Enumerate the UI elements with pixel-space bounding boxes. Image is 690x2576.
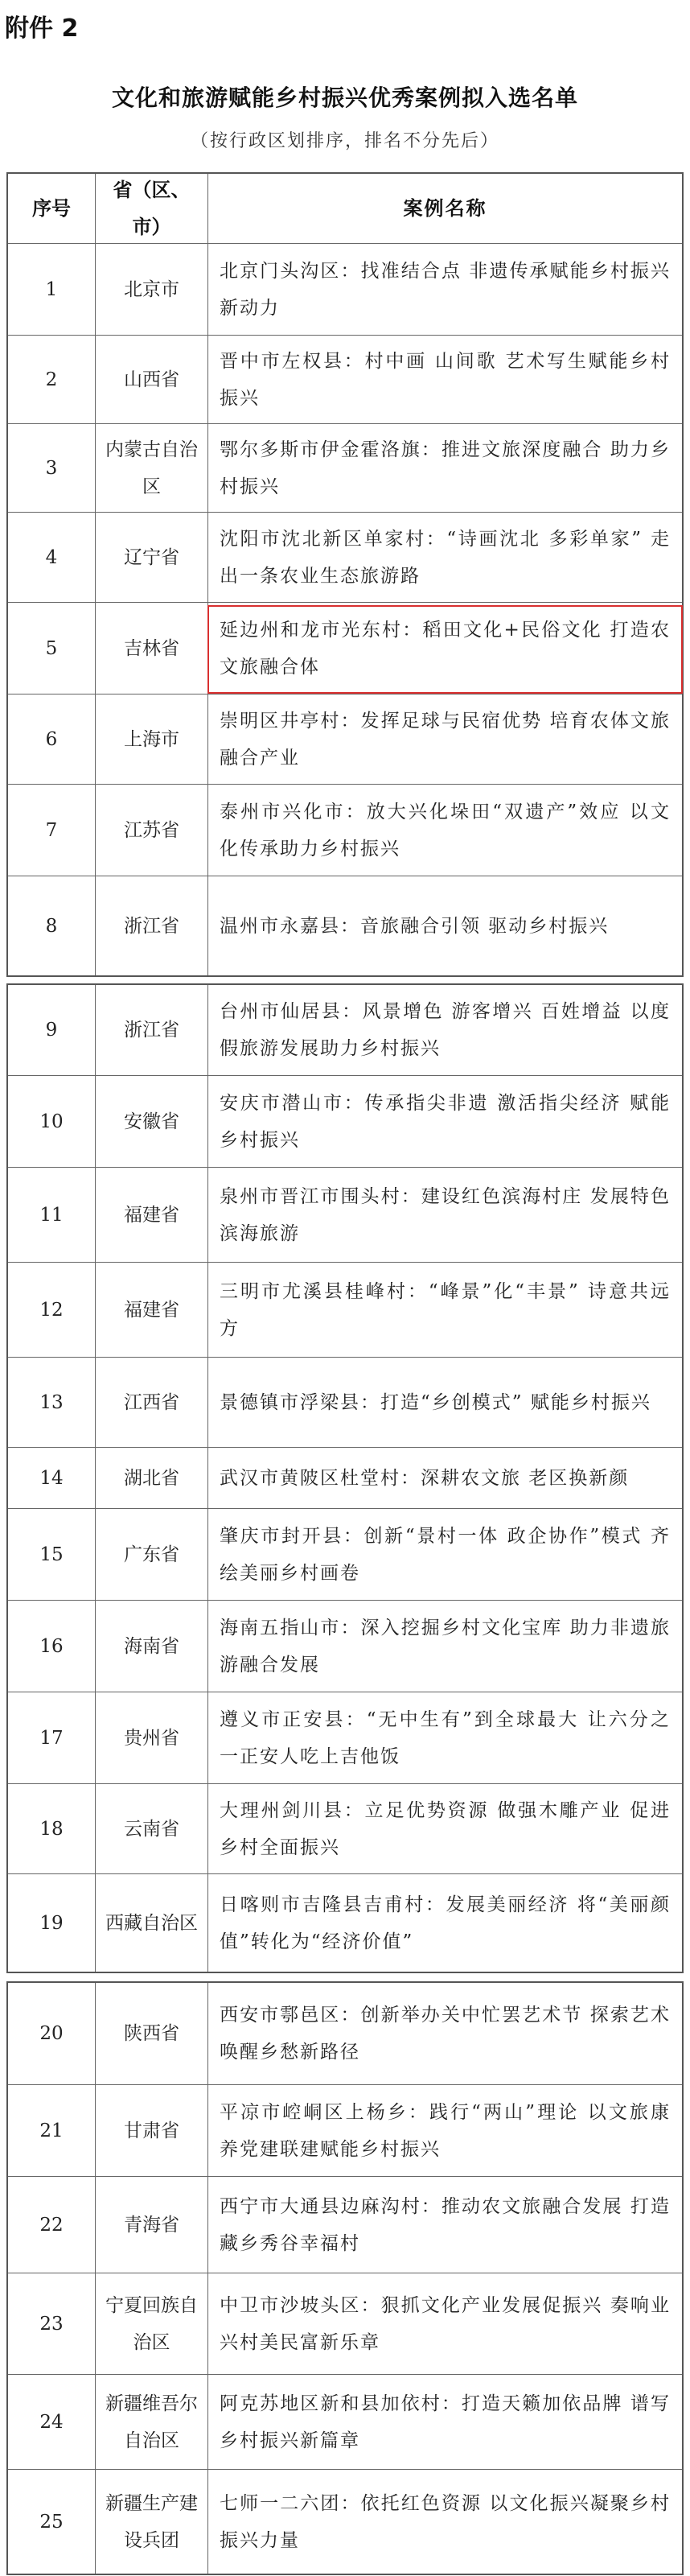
row-no: 6	[8, 694, 96, 784]
row-no: 4	[8, 513, 96, 602]
row-no: 14	[8, 1448, 96, 1508]
row-case: 七师一二六团：依托红色资源 以文化振兴凝聚乡村振兴力量	[220, 2492, 671, 2551]
header-case: 案例名称	[403, 197, 487, 220]
row-no: 8	[8, 876, 96, 975]
table-row	[8, 784, 682, 876]
row-case: 大理州剑川县：立足优势资源 做强木雕产业 促进乡村全面振兴	[220, 1799, 671, 1858]
row-no: 5	[8, 603, 96, 694]
row-case: 泰州市兴化市：放大兴化垛田“双遗产”效应 以文化传承助力乡村振兴	[220, 801, 671, 859]
row-no: 22	[8, 2177, 96, 2273]
row-case: 安庆市潜山市：传承指尖非遗 激活指尖经济 赋能乡村振兴	[220, 1092, 671, 1151]
row-no: 23	[8, 2273, 96, 2374]
row-province: 广东省	[96, 1509, 208, 1600]
row-no: 3	[8, 424, 96, 512]
table-row	[8, 243, 682, 335]
table-row	[8, 1075, 682, 1167]
row-province: 福建省	[96, 1168, 208, 1262]
header-province: 省（区、市）	[96, 174, 208, 243]
table-row	[8, 423, 682, 512]
row-province: 浙江省	[96, 876, 208, 975]
table-row	[8, 2374, 682, 2469]
row-no: 12	[8, 1263, 96, 1357]
row-province: 山西省	[96, 336, 208, 423]
table-row	[8, 1447, 682, 1508]
row-case: 肇庆市封开县：创新“景村一体 政企协作”模式 齐绘美丽乡村画卷	[220, 1525, 671, 1584]
table-row	[8, 1167, 682, 1262]
row-province: 陕西省	[96, 1983, 208, 2084]
row-province: 云南省	[96, 1784, 208, 1873]
row-province: 新疆生产建设兵团	[96, 2470, 208, 2574]
row-province: 江苏省	[96, 785, 208, 876]
row-case: 中卫市沙坡头区：狠抓文化产业发展促振兴 奏响业兴村美民富新乐章	[220, 2294, 671, 2353]
table-page-2	[6, 983, 684, 1973]
row-province: 浙江省	[96, 985, 208, 1075]
row-no: 2	[8, 336, 96, 423]
row-case: 海南五指山市：深入挖掘乡村文化宝库 助力非遗旅游融合发展	[220, 1617, 671, 1675]
table-row	[8, 1262, 682, 1357]
row-case: 西宁市大通县边麻沟村：推动农文旅融合发展 打造藏乡秀谷幸福村	[220, 2195, 671, 2254]
row-province: 新疆维吾尔自治区	[96, 2375, 208, 2469]
table-row	[8, 2469, 682, 2574]
row-province: 湖北省	[96, 1448, 208, 1508]
row-case: 遵义市正安县：“无中生有”到全球最大 让六分之一正安人吃上吉他饭	[220, 1708, 671, 1767]
table-row	[8, 335, 682, 423]
table-row	[8, 985, 682, 1075]
row-case: 平凉市崆峒区上杨乡：践行“两山”理论 以文旅康养党建联建赋能乡村振兴	[220, 2101, 671, 2160]
row-province: 贵州省	[96, 1692, 208, 1783]
attachment-label: 附件 2	[5, 14, 79, 43]
table-row	[8, 876, 682, 975]
row-case: 沈阳市沈北新区单家村：“诗画沈北 多彩单家” 走出一条农业生态旅游路	[220, 528, 671, 587]
row-province: 安徽省	[96, 1076, 208, 1167]
table-row	[8, 694, 682, 784]
document-title: 文化和旅游赋能乡村振兴优秀案例拟入选名单	[111, 84, 578, 111]
row-case: 三明市尤溪县桂峰村：“峰景”化“丰景” 诗意共远方	[220, 1280, 671, 1339]
row-no: 21	[8, 2085, 96, 2176]
row-province: 辽宁省	[96, 513, 208, 602]
row-case: 温州市永嘉县：音旅融合引领 驱动乡村振兴	[220, 915, 610, 937]
row-no: 9	[8, 985, 96, 1075]
row-case: 北京门头沟区：找准结合点 非遗传承赋能乡村振兴新动力	[220, 260, 671, 319]
highlight-box	[207, 605, 683, 694]
row-province: 海南省	[96, 1601, 208, 1692]
table-row	[8, 1783, 682, 1873]
row-no: 19	[8, 1874, 96, 1972]
row-case: 阿克苏地区新和县加依村：打造天籁加依品牌 谱写乡村振兴新篇章	[220, 2393, 671, 2451]
table-page-1	[6, 172, 684, 977]
row-no: 1	[8, 244, 96, 335]
row-no: 20	[8, 1983, 96, 2084]
row-case: 西安市鄠邑区：创新举办关中忙罢艺术节 探索艺术唤醒乡愁新路径	[220, 2005, 671, 2063]
table-row	[8, 1357, 682, 1447]
row-case: 台州市仙居县：风景增色 游客增兴 百姓增益 以度假旅游发展助力乡村振兴	[220, 1001, 671, 1059]
row-province: 福建省	[96, 1263, 208, 1357]
row-no: 15	[8, 1509, 96, 1600]
row-province: 吉林省	[96, 603, 208, 694]
row-case: 晋中市左权县：村中画 山间歌 艺术写生赋能乡村振兴	[220, 350, 671, 409]
table-row	[8, 2273, 682, 2374]
row-no: 13	[8, 1358, 96, 1447]
row-no: 24	[8, 2375, 96, 2469]
table-row	[8, 1692, 682, 1783]
table-row	[8, 1873, 682, 1972]
row-no: 7	[8, 785, 96, 876]
table-row	[8, 1983, 682, 2084]
row-case: 崇明区井亭村：发挥足球与民宿优势 培育农体文旅融合产业	[220, 710, 671, 769]
row-no: 25	[8, 2470, 96, 2574]
row-province: 青海省	[96, 2177, 208, 2273]
row-no: 17	[8, 1692, 96, 1783]
row-no: 11	[8, 1168, 96, 1262]
row-case: 泉州市晋江市围头村：建设红色滨海村庄 发展特色滨海旅游	[220, 1185, 671, 1244]
table-row	[8, 512, 682, 602]
row-no: 16	[8, 1601, 96, 1692]
table-row	[8, 1600, 682, 1692]
row-no: 18	[8, 1784, 96, 1873]
table-row	[8, 2084, 682, 2176]
table-header-row	[8, 174, 682, 243]
row-province: 宁夏回族自治区	[96, 2273, 208, 2374]
document-subtitle: （按行政区划排序，排名不分先后）	[190, 131, 499, 151]
row-case: 日喀则市吉隆县吉甫村：发展美丽经济 将“美丽颜值”转化为“经济价值”	[220, 1894, 671, 1952]
row-case: 延边州和龙市光东村：稻田文化+民俗文化 打造农文旅融合体	[220, 619, 671, 678]
table-row	[8, 2176, 682, 2273]
table-row	[8, 1508, 682, 1600]
row-case: 鄂尔多斯市伊金霍洛旗：推进文旅深度融合 助力乡村振兴	[220, 439, 671, 497]
header-no: 序号	[8, 174, 96, 243]
row-province: 北京市	[96, 244, 208, 335]
row-no: 10	[8, 1076, 96, 1167]
table-page-3	[6, 1981, 684, 2575]
row-case: 武汉市黄陂区杜堂村：深耕农文旅 老区换新颜	[220, 1467, 630, 1489]
row-province: 上海市	[96, 694, 208, 784]
row-province: 西藏自治区	[96, 1874, 208, 1972]
row-case: 景德镇市浮梁县：打造“乡创模式” 赋能乡村振兴	[220, 1391, 651, 1413]
row-province: 内蒙古自治区	[96, 424, 208, 512]
row-province: 甘肃省	[96, 2085, 208, 2176]
row-province: 江西省	[96, 1358, 208, 1447]
